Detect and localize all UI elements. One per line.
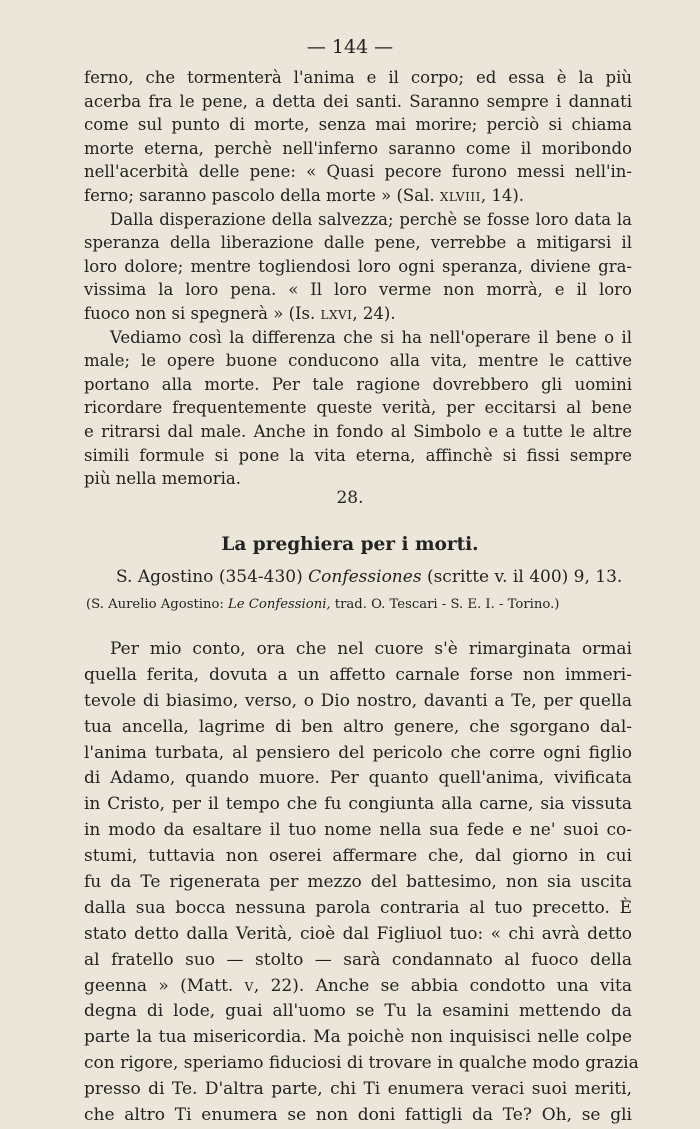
line-part: fuoco non si spegnerà » (Is. — [84, 303, 321, 323]
text-line: ferno, che tormenterà l'anima e il corpo; ed essa è la più — [84, 68, 632, 87]
text-line — [84, 302, 632, 326]
text-line: tua ancella, lagrime di ben altro genere, che sgorgano dal- — [84, 716, 632, 737]
author-line — [116, 567, 623, 587]
text-line — [84, 184, 632, 208]
text-line: loro dolore; mentre togliendosi loro ogni speranza, diviene gra- — [84, 256, 632, 276]
text-line: acerba fra le pene, a detta dei santi. Saranno sempre i dannati — [84, 91, 632, 111]
text-line: con rigore, speriamo fiduciosi di trovare in qualche modo grazia — [84, 1053, 639, 1074]
text-line: l'anima turbata, al pensiero del pericolo che corre ogni figlio — [84, 742, 632, 763]
text-line: quella ferita, dovuta a un affetto carnale forse non immeri- — [84, 664, 632, 685]
text-line: in Cristo, per il tempo che fu congiunta alla carne, sia vissuta — [84, 794, 632, 815]
roman-numeral: xlviii — [439, 185, 481, 205]
author-rest: (scritte v. il 400) 9, 13. — [421, 567, 623, 587]
text-line: in modo da esaltare il tuo nome nella sua fede e ne' suoi co- — [84, 820, 632, 841]
text-line: di Adamo, quando muore. Per quanto quell'anima, vivificata — [84, 768, 632, 789]
text-line — [84, 974, 632, 1000]
line-part: , 14). — [480, 185, 524, 205]
text-line: dalla sua bocca nessuna parola contraria al tuo precetto. È — [84, 897, 632, 918]
text-line: simili formule si pone la vita eterna, affinchè si fissi sempre — [84, 445, 632, 465]
line-part: , 24). — [352, 303, 396, 323]
line-part: ferno; saranno pascolo della morte » (Sal. — [84, 185, 440, 205]
text-line: fu da Te rigenerata per mezzo del battesimo, non sia uscita — [84, 872, 632, 893]
source-open: (S. Aurelio Agostino: — [86, 597, 229, 612]
top-text-block — [84, 66, 632, 491]
section-title: La preghiera per i morti. — [221, 534, 479, 555]
text-line: Vediamo così la differenza che si ha nell'operare il bene o il — [110, 327, 632, 347]
page-number: — 144 — — [306, 36, 394, 58]
source-title: Le Confessioni, — [228, 597, 331, 612]
text-line: nell'acerbità delle pene: « Quasi pecore furono messi nell'in- — [84, 162, 632, 182]
text-line: Per mio conto, ora che nel cuore s'è rimarginata ormai — [110, 639, 632, 659]
text-line: degna di lode, guai all'uomo se Tu la esamini mettendo da — [84, 1001, 632, 1022]
work-title: Confessiones — [308, 567, 422, 587]
roman-numeral: v — [244, 975, 254, 996]
text-line: più nella memoria. — [84, 469, 241, 489]
text-line: parte la tua misericordia. Ma poichè non inquisisci nelle colpe — [84, 1027, 632, 1048]
text-line: e ritrarsi dal male. Anche in fondo al Simbolo e a tutte le altre — [84, 421, 632, 441]
text-line: Dalla disperazione della salvezza; perchè se fosse loro data la — [110, 209, 632, 229]
source-line — [86, 597, 642, 612]
text-line: presso di Te. D'altra parte, chi Ti enumera veraci suoi meriti, — [84, 1079, 632, 1100]
bottom-text-block — [84, 637, 639, 1129]
text-line: stumi, tuttavia non oserei affermare che, dal giorno in cui — [84, 846, 632, 867]
text-line: vissima la loro pena. « Il loro verme non morrà, e il loro — [84, 280, 632, 300]
source-rest: trad. O. Tescari - S. E. I. - Torino.) — [330, 597, 560, 612]
line-part: , 22). Anche se abbia condotto una vita — [253, 975, 633, 996]
text-line: male; le opere buone conducono alla vita, mentre le cattive — [84, 351, 632, 371]
text-line: morte eterna, perchè nell'inferno saranno come il moribondo — [84, 138, 632, 158]
text-line: come sul punto di morte, senza mai morire; perciò si chiama — [84, 115, 632, 135]
line-part: geenna » (Matt. — [84, 975, 245, 996]
text-line: portano alla morte. Per tale ragione dovrebbero gli uomini — [84, 374, 632, 394]
text-line: tevole di biasimo, verso, o Dio nostro, davanti a Te, per quella — [84, 690, 632, 711]
text-line: ricordare frequentemente queste verità, per eccitarsi al bene — [84, 398, 632, 418]
text-line: al fratello suo — stolto — sarà condannato al fuoco della — [84, 949, 632, 970]
text-line: speranza della liberazione dalle pene, verrebbe a mitigarsi il — [84, 233, 632, 253]
author-name: S. Agostino (354-430) — [116, 567, 309, 587]
text-line: stato detto dalla Verità, cioè dal Figliuol tuo: « chi avrà detto — [84, 923, 632, 944]
text-line: che altro Ti enumera se non doni fattigli da Te? Oh, se gli — [84, 1105, 632, 1126]
roman-numeral: lxvi — [320, 303, 353, 323]
section-number: 28. — [336, 488, 364, 508]
